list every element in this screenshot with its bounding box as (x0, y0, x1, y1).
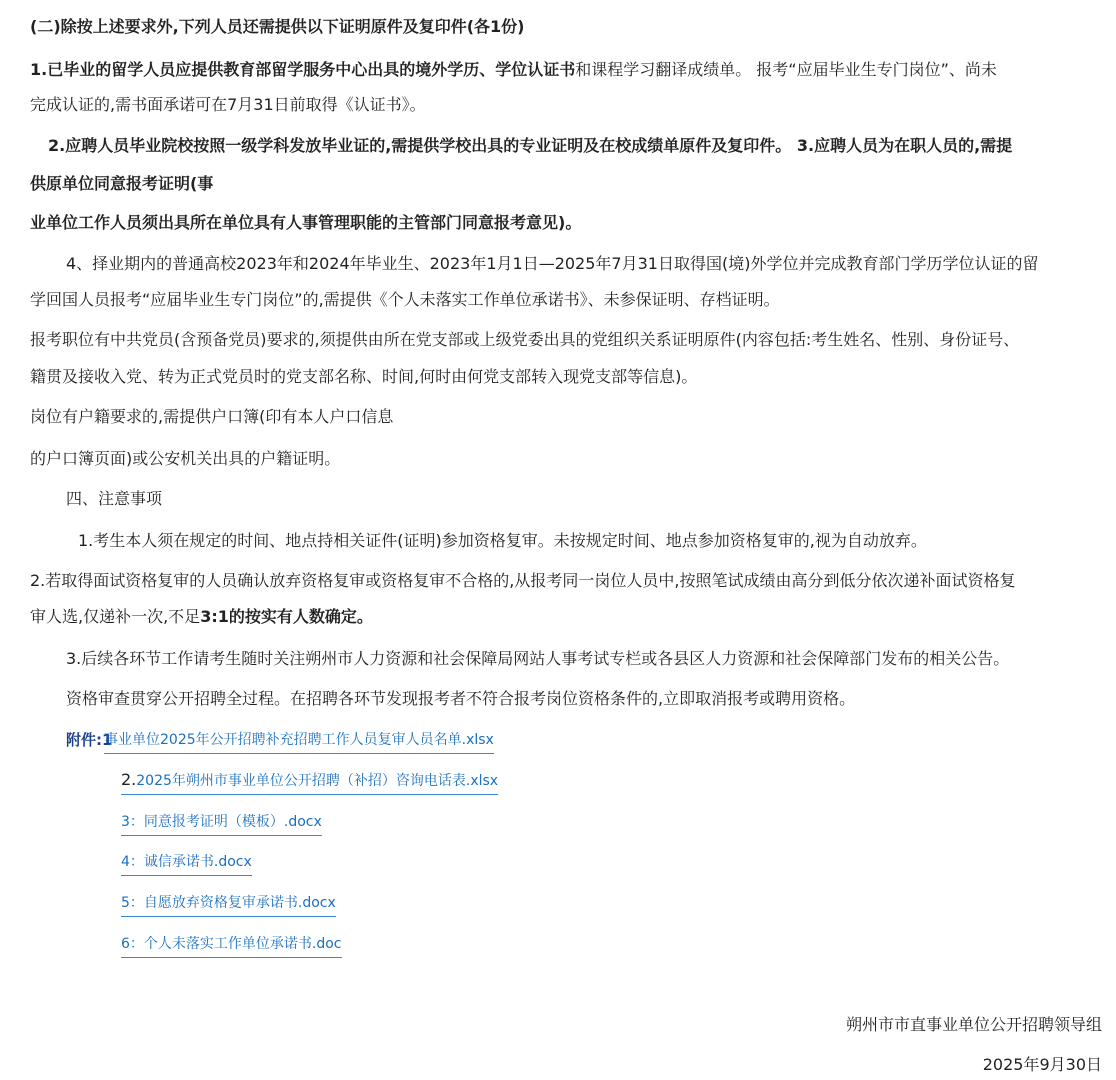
attachment-link-consent-template[interactable]: 3：同意报考证明（模板）.docx (121, 812, 322, 836)
section-heading-requirements: (二)除按上述要求外,下列人员还需提供以下证明原件及复印件(各1份) (30, 17, 525, 36)
paragraph-overseas-bold: 1.已毕业的留学人员应提供教育部留学服务中心出具的境外学历、学位认证书 (30, 60, 576, 79)
paragraph-graduates-line2: 学回国人员报考“应届毕业生专门岗位”的,需提供《个人未落实工作单位承诺书》、未参保证明、存档证明。 (30, 290, 780, 309)
note-2-ratio: 3:1的按实有人数确定。 (200, 607, 373, 626)
attachment-link-waiver-pledge[interactable]: 5：自愿放弃资格复审承诺书.docx (121, 893, 336, 917)
paragraph-household-line1: 岗位有户籍要求的,需提供户口簿(印有本人户口信息 (30, 407, 394, 426)
paragraph-discipline-line2: 供原单位同意报考证明(事 (30, 174, 214, 193)
paragraph-note-1: 1.考生本人须在规定的时间、地点持相关证件(证明)参加资格复审。未按规定时间、地点参加资格复审的,视为自动放弃。 (78, 531, 927, 550)
signature-date: 2025年9月30日 (982, 1055, 1102, 1074)
paragraph-note-2-line1: 2.若取得面试资格复审的人员确认放弃资格复审或资格复审不合格的,从报考同一岗位人员中,按照笔试成绩由高分到低分依次递补面试资格复 (30, 571, 1016, 590)
paragraph-household-line2: 的户口簿页面)或公安机关出具的户籍证明。 (30, 449, 341, 468)
paragraph-qualification-review: 资格审查贯穿公开招聘全过程。在招聘各环节发现报考者不符合报考岗位资格条件的,立即取消报考或聘用资格。 (66, 689, 856, 708)
attachment-link-review-list[interactable]: 事业单位2025年公开招聘补充招聘工作人员复审人员名单.xlsx (104, 730, 494, 754)
paragraph-party-line2: 籍贯及接收入党、转为正式党员时的党支部名称、时间,何时由何党支部转入现党支部等信息)。 (30, 367, 698, 386)
paragraph-note-2-line2 (30, 606, 1102, 628)
paragraph-graduates-line1: 4、择业期内的普通高校2023年和2024年毕业生、2023年1月1日—2025年7月31日取得国(境)外学位并完成教育部门学历学位认证的留 (66, 254, 1039, 273)
attachment-link-integrity-pledge[interactable]: 4：诚信承诺书.docx (121, 852, 252, 876)
attachment-link-phone-table[interactable] (121, 770, 498, 795)
paragraph-employer-consent: 业单位工作人员须出具所在单位具有人事管理职能的主管部门同意报考意见)。 (30, 213, 582, 232)
paragraph-overseas-line1 (30, 59, 1102, 81)
paragraph-overseas-rest: 和课程学习翻译成绩单。 报考“应届毕业生专门岗位”、尚未 (575, 60, 997, 79)
attachment-label: 2025年朔州市事业单位公开招聘（补招）咨询电话表.xlsx (136, 773, 499, 789)
note-2-text: 审人选,仅递补一次,不足 (30, 607, 201, 626)
attachment-number: 2. (121, 770, 137, 789)
paragraph-overseas-line2: 完成认证的,需书面承诺可在7月31日前取得《认证书》。 (30, 95, 426, 114)
section-heading-notes: 四、注意事项 (66, 489, 163, 508)
attachments-label: 附件:1 (66, 731, 113, 749)
attachment-link-unemployed-pledge[interactable]: 6：个人未落实工作单位承诺书.doc (121, 934, 342, 958)
signature-organization: 朔州市市直事业单位公开招聘领导组 (845, 1015, 1102, 1034)
paragraph-party-line1: 报考职位有中共党员(含预备党员)要求的,须提供由所在党支部或上级党委出具的党组织关系证明原件(内容包括:考生姓名、性别、身份证号、 (30, 330, 1020, 349)
paragraph-note-3: 3.后续各环节工作请考生随时关注朔州市人力资源和社会保障局网站人事考试专栏或各县区人力资源和社会保障部门发布的相关公告。 (66, 649, 1010, 668)
paragraph-discipline-line1: 2.应聘人员毕业院校按照一级学科发放毕业证的,需提供学校出具的专业证明及在校成绩单原件及复印件。 3.应聘人员为在职人员的,需提 (48, 136, 1013, 155)
